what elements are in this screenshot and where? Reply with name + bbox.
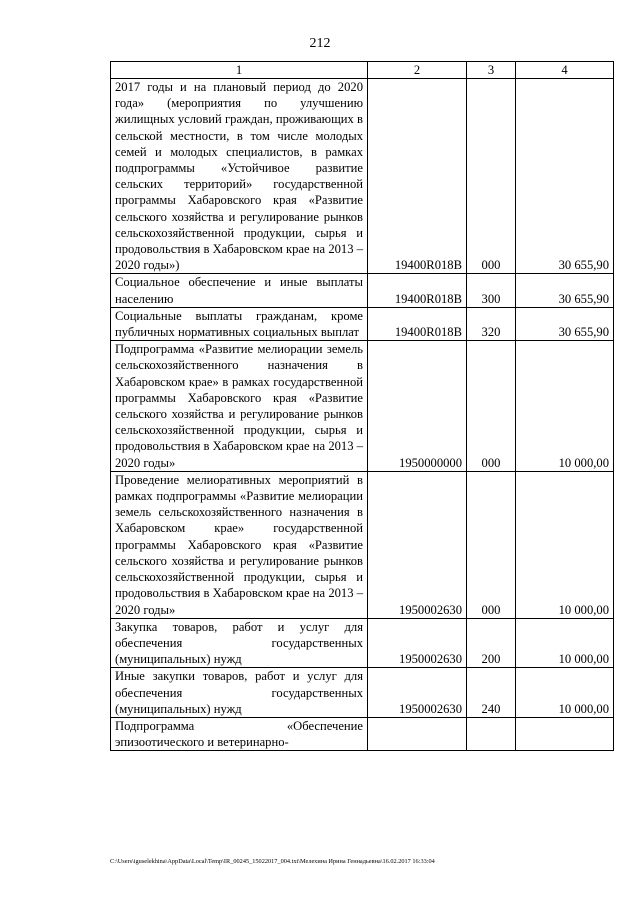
header-cell-4: 4 [516, 62, 614, 79]
row-name: Подпрограмма «Развитие мелиорации земель сельскохозяйственного назначения в Хабаровском крае» в рамках государственной программы Хабаровского края «Развитие сельского хозяйства и регулирование рынков сельскохозяйственной продукции, сырья и продовольствия в Хабаровском крае на 2013 – 2020 годы» [111, 341, 368, 472]
row-type: 320 [467, 307, 516, 340]
row-code: 19400R018В [368, 79, 467, 274]
row-amount [516, 717, 614, 750]
row-amount: 10 000,00 [516, 618, 614, 668]
row-amount: 30 655,90 [516, 274, 614, 307]
row-type: 240 [467, 668, 516, 718]
row-code: 1950002630 [368, 618, 467, 668]
header-cell-1: 1 [111, 62, 368, 79]
row-amount: 10 000,00 [516, 668, 614, 718]
row-code: 19400R018В [368, 274, 467, 307]
row-code: 1950002630 [368, 668, 467, 718]
row-type: 300 [467, 274, 516, 307]
row-type: 000 [467, 471, 516, 618]
row-type: 000 [467, 79, 516, 274]
file-path-footer: C:\Users\iguselekhina\AppData\Local\Temp\IR_00245_15022017_004.txt\Мелехина Ирина Геннадьевна\16.02.2017 16:33:04 [110, 858, 435, 865]
row-code: 1950000000 [368, 341, 467, 472]
table-row [111, 668, 614, 718]
table-row [111, 471, 614, 618]
row-name: 2017 годы и на плановый период до 2020 года» (мероприятия по улучшению жилищных условий граждан, проживающих в сельской местности, в том числе молодых семей и молодых специалистов, в рамках подпрограммы «Устойчивое развитие сельских территорий» государственной программы Хабаровского края «Развитие сельского хозяйства и регулирование рынков сельскохозяйственной продукции, сырья и продовольствия в Хабаровском крае на 2013 – 2020 годы») [111, 79, 368, 274]
row-name: Закупка товаров, работ и услуг для обеспечения государственных (муниципальных) нужд [111, 618, 368, 668]
row-name: Иные закупки товаров, работ и услуг для обеспечения государственных (муниципальных) нужд [111, 668, 368, 718]
table-row [111, 274, 614, 307]
row-amount: 10 000,00 [516, 341, 614, 472]
row-code: 19400R018В [368, 307, 467, 340]
budget-table [110, 61, 614, 751]
row-amount: 30 655,90 [516, 307, 614, 340]
row-name: Социальные выплаты гражданам, кроме публичных нормативных социальных выплат [111, 307, 368, 340]
row-type: 000 [467, 341, 516, 472]
row-code [368, 717, 467, 750]
table-row [111, 341, 614, 472]
table-row [111, 618, 614, 668]
table-header-row [111, 62, 614, 79]
table-row [111, 717, 614, 750]
row-name: Подпрограмма «Обеспечение эпизоотического и ветеринарно- [111, 717, 368, 750]
header-cell-3: 3 [467, 62, 516, 79]
table-row [111, 307, 614, 340]
row-name: Проведение мелиоративных мероприятий в рамках подпрограммы «Развитие мелиорации земель сельскохозяйственного назначения в Хабаровском крае» государственной программы Хабаровского края «Развитие сельского хозяйства и регулирование рынков сельскохозяйственной продукции, сырья и продовольствия в Хабаровском крае на 2013 – 2020 годы» [111, 471, 368, 618]
row-type [467, 717, 516, 750]
row-code: 1950002630 [368, 471, 467, 618]
page-number: 212 [309, 36, 331, 51]
row-amount: 10 000,00 [516, 471, 614, 618]
row-amount: 30 655,90 [516, 79, 614, 274]
header-cell-2: 2 [368, 62, 467, 79]
table-row [111, 79, 614, 274]
row-type: 200 [467, 618, 516, 668]
row-name: Социальное обеспечение и иные выплаты населению [111, 274, 368, 307]
